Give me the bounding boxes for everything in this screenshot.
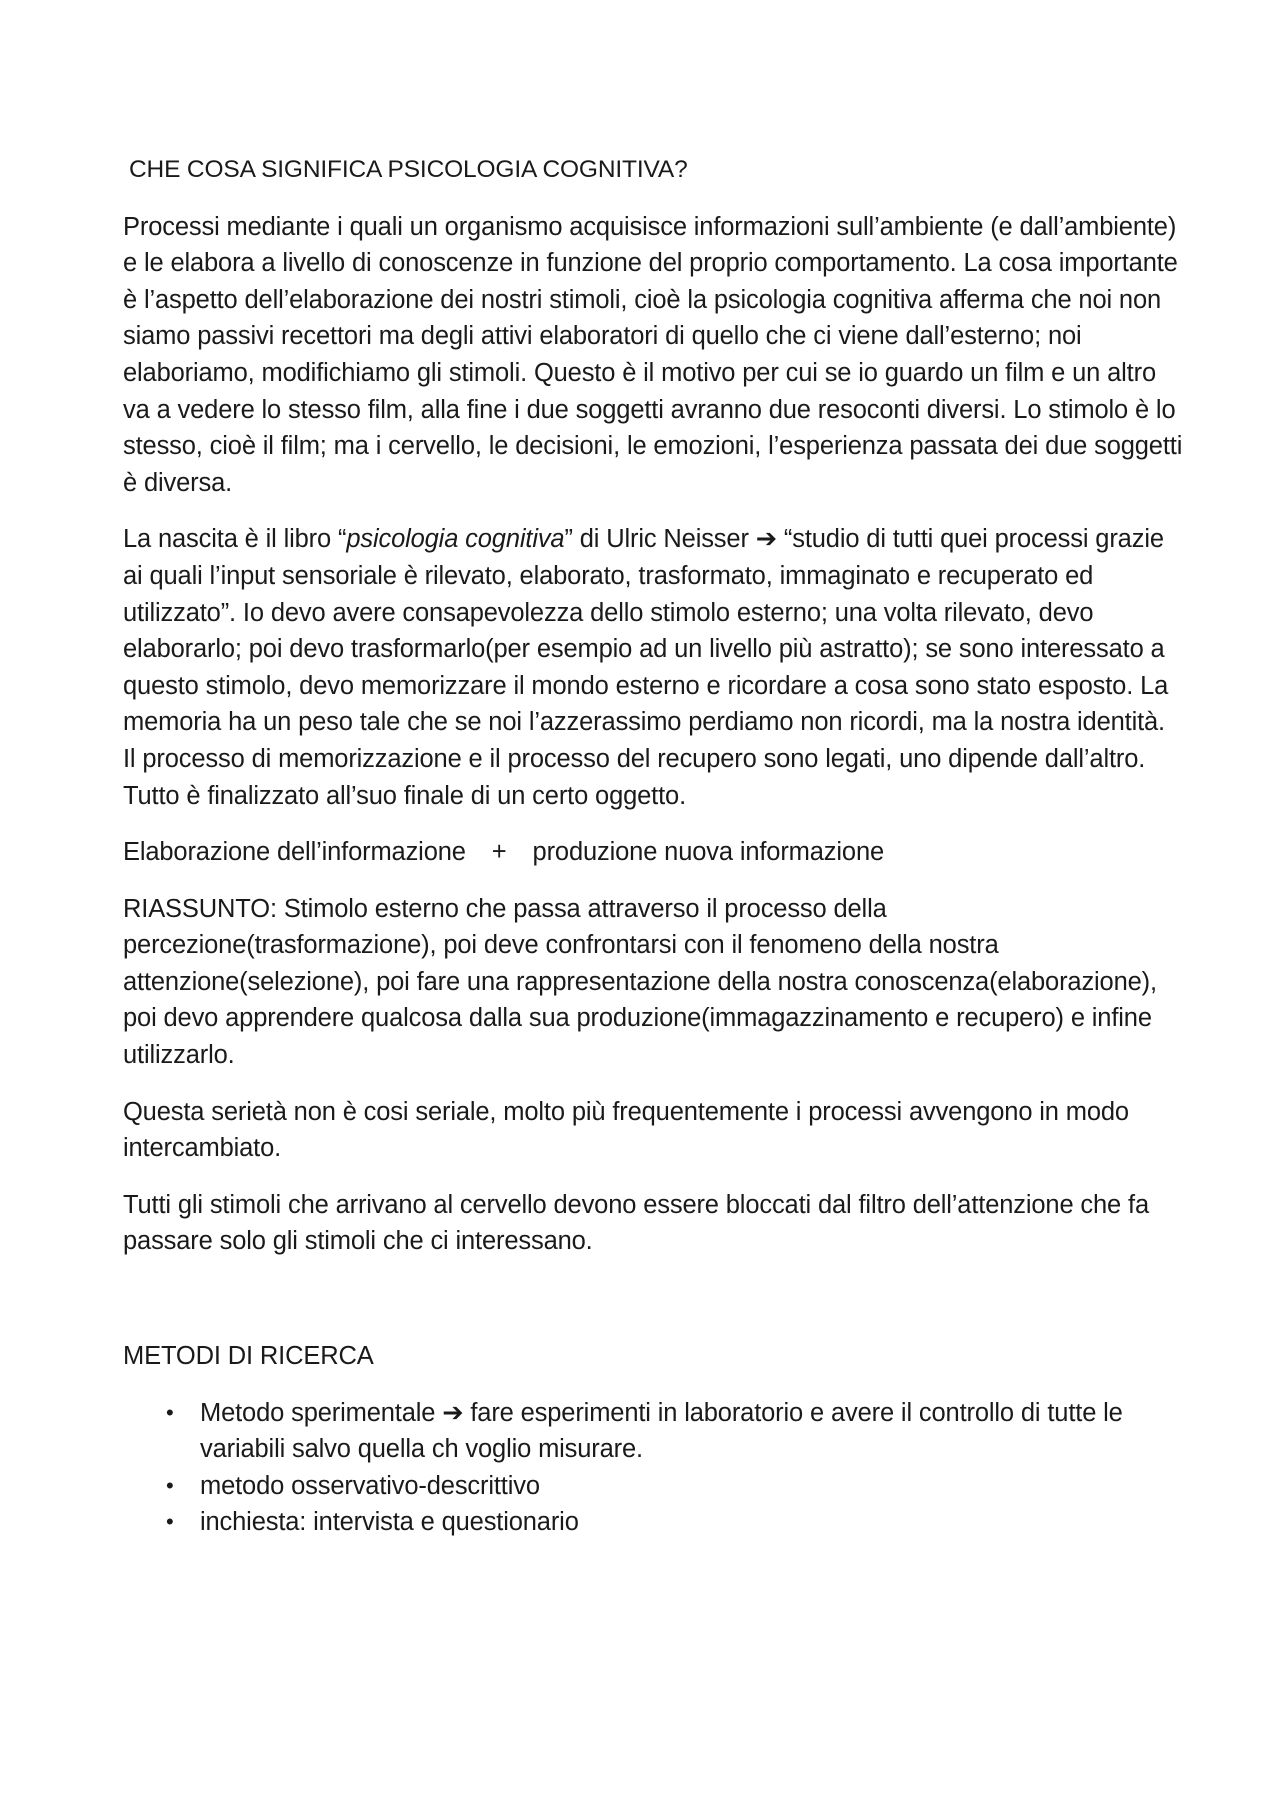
method-text: Metodo sperimentale [200,1398,443,1427]
paragraph-neisser-intro: La nascita è il libro “ [123,525,347,554]
list-item [166,1468,1183,1505]
formula-right: produzione nuova informazione [532,838,885,867]
formula-plus: + [491,838,507,867]
document-title: CHE COSA SIGNIFICA PSICOLOGIA COGNITIVA? [129,156,688,183]
bullet-icon: • [166,1472,174,1498]
paragraph-neisser-body: “studio di tutti quei processi grazie ai quali l’input sensoriale è rilevato, elaborato, trasformato, immaginato e recuperato ed utilizzato”. Io devo avere consapevolezza dello stimolo esterno; una volta rilevato, devo elaborarlo; poi devo trasformarlo(per esempio ad un livello più astratto); se sono interessato a questo stimolo, devo memorizzare il mondo esterno e ricordare a cosa sono stato esposto. La memoria ha un peso tale che se noi l’azzerassimo perdiamo non ricordi, ma la nostra identità. Il processo di memorizzazione e il processo del recupero sono legati, uno dipende dall’altro. Tutto è finalizzato all’suo finale di un certo oggetto. [123,525,1169,810]
formula-left: Elaborazione dell’informazione [123,838,466,867]
paragraph-neisser-author: ” di Ulric Neisser [564,525,756,554]
methods-list [123,1395,1183,1541]
method-description: fare esperimenti in laboratorio e avere il controllo di tutte le variabili salvo quella ch voglio misurare. [200,1398,1123,1464]
document-page [123,152,1183,1541]
arrow-icon: ➔ [442,1398,464,1427]
paragraph-summary: RIASSUNTO: Stimolo esterno che passa attraverso il processo della percezione(trasformazione), poi deve confrontarsi con il fenomeno della nostra attenzione(selezione), poi fare una rappresentazione della nostra conoscenza(elaborazione), poi devo apprendere qualcosa dalla sua produzione(immagazzinamento e recupero) e infine utilizzarlo. [123,894,1157,1070]
paragraph-definition: Processi mediante i quali un organismo acquisisce informazioni sull’ambiente (e dall’ambiente) e le elabora a livello di conoscenze in funzione del proprio comportamento. La cosa importante è l’aspetto dell’elaborazione dei nostri stimoli, cioè la psicologia cognitiva afferma che noi non siamo passivi recettori ma degli attivi elaboratori di quello che ci viene dall’esterno; noi elaboriamo, modifichiamo gli stimoli. Questo è il motivo per cui se io guardo un film e un altro va a vedere lo stesso film, alla fine i due soggetti avranno due resoconti diversi. Lo stimolo è lo stesso, cioè il film; ma i cervello, le decisioni, le emozioni, l’esperienza passata dei due soggetti è diversa. [123,212,1183,497]
paragraph-filter: Tutti gli stimoli che arrivano al cervello devono essere bloccati dal filtro dell’attenzione che fa passare solo gli stimoli che ci interessano. [123,1190,1149,1256]
method-text: inchiesta: intervista e questionario [200,1508,579,1537]
arrow-icon: ➔ [755,525,777,554]
paragraph-serial: Questa serietà non è cosi seriale, molto più frequentemente i processi avvengono in modo intercambiato. [123,1097,1129,1163]
formula-line [123,834,1183,871]
bullet-icon: • [166,1399,174,1425]
spacer [123,1280,1183,1338]
method-text: metodo osservativo-descrittivo [200,1471,540,1500]
methods-heading: METODI DI RICERCA [123,1342,374,1371]
list-item [166,1395,1183,1468]
list-item [166,1504,1183,1541]
book-title: psicologia cognitiva [346,525,565,554]
bullet-icon: • [166,1509,174,1535]
paragraph-neisser [123,521,1183,814]
